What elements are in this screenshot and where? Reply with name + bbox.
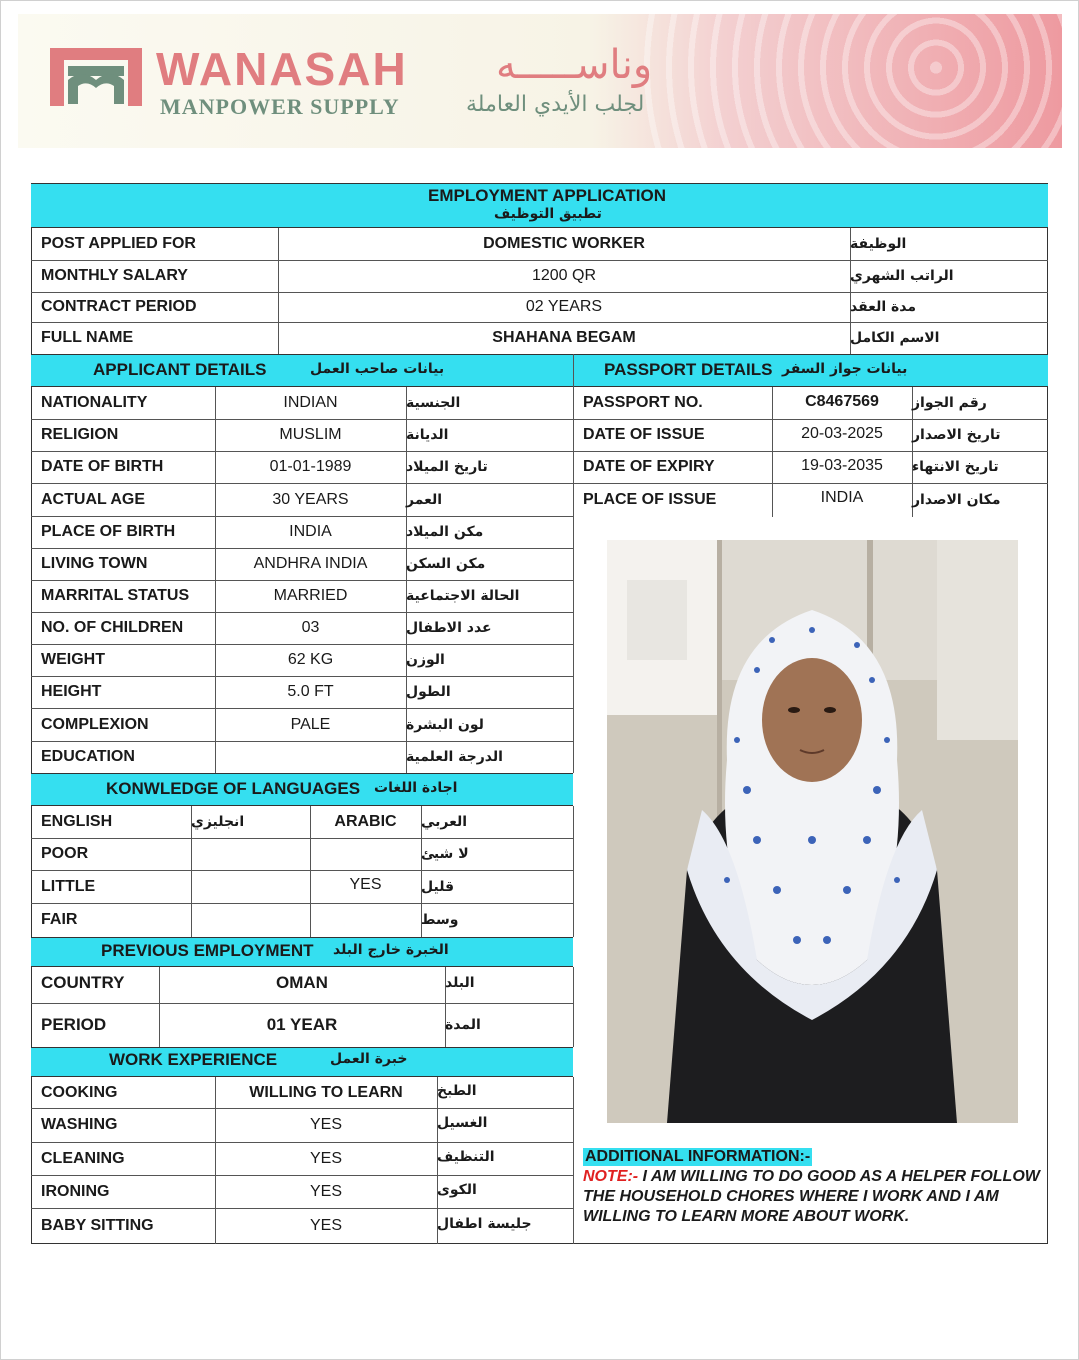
washing-label-ar: الغسيل xyxy=(437,1115,488,1131)
letterhead xyxy=(18,14,1062,148)
header-pattern xyxy=(642,14,1062,148)
birthplace-label: PLACE OF BIRTH xyxy=(41,523,176,540)
children-label: NO. OF CHILDREN xyxy=(41,619,184,636)
contract-label: CONTRACT PERIOD xyxy=(41,298,197,315)
living-town-label: LIVING TOWN xyxy=(41,555,148,572)
little-english-value xyxy=(191,870,310,903)
salary-value: 1200 QR xyxy=(531,267,597,284)
salary-label-ar: الراتب الشهري xyxy=(850,268,954,284)
complexion-label-ar: لون البشرة xyxy=(406,716,484,733)
brand-subtitle-arabic: لجلب الأيدي العاملة xyxy=(466,92,645,117)
full-name-label-ar: الاسم الكامل xyxy=(850,330,940,346)
fair-english-value xyxy=(191,903,310,937)
cleaning-value: YES xyxy=(309,1149,342,1167)
issue-date-label: DATE OF ISSUE xyxy=(583,426,705,443)
english-label: ENGLISH xyxy=(41,813,113,830)
previous-employment-header: PREVIOUS EMPLOYMENT xyxy=(101,941,314,960)
country-value: OMAN xyxy=(276,973,328,992)
living-town-value: ANDHRA INDIA xyxy=(253,555,368,572)
age-label-ar: العمر xyxy=(406,491,443,508)
salary-label: MONTHLY SALARY xyxy=(41,267,188,284)
ironing-label-ar: الكوى xyxy=(437,1182,477,1198)
weight-label: WEIGHT xyxy=(41,651,105,668)
work-experience-header-ar: خبرة العمل xyxy=(330,1051,408,1067)
poor-label-ar: لا شيئ xyxy=(421,846,469,862)
contract-label-ar: مدة العقد xyxy=(850,299,917,315)
nationality-label: NATIONALITY xyxy=(41,394,148,411)
expiry-date-label-ar: تاريخ الانتهاء xyxy=(912,459,999,475)
post-applied-value: DOMESTIC WORKER xyxy=(483,235,645,252)
religion-label-ar: الديانة xyxy=(406,427,449,443)
religion-value: MUSLIM xyxy=(279,426,342,443)
birthplace-label-ar: مكن الميلاد xyxy=(406,524,484,540)
ironing-value: YES xyxy=(309,1182,342,1200)
cooking-value: WILLING TO LEARN xyxy=(249,1083,403,1101)
cooking-label: COOKING xyxy=(41,1083,118,1101)
arabic-label: ARABIC xyxy=(334,813,397,830)
weight-label-ar: الوزن xyxy=(406,652,445,668)
religion-label: RELIGION xyxy=(41,426,119,443)
weight-value: 62 KG xyxy=(287,651,334,668)
nationality-label-ar: الجنسية xyxy=(406,395,461,411)
washing-value: YES xyxy=(309,1116,342,1133)
arabic-label-ar: العربي xyxy=(421,814,468,830)
post-applied-label: POST APPLIED FOR xyxy=(41,235,196,252)
marital-status-label-ar: الحالة الاجتماعية xyxy=(406,588,520,604)
work-experience-header: WORK EXPERIENCE xyxy=(109,1050,278,1069)
brand-name: WANASAH xyxy=(156,43,408,95)
dob-label-ar: تاريخ الميلاد xyxy=(406,459,488,475)
fair-label: FAIR xyxy=(41,911,78,928)
languages-header-ar: اجادة اللغات xyxy=(374,780,458,796)
little-arabic-value: YES xyxy=(349,875,382,893)
cleaning-label: CLEANING xyxy=(41,1149,125,1167)
languages-header: KONWLEDGE OF LANGUAGES xyxy=(106,779,361,798)
little-label-ar: قليل xyxy=(421,878,455,895)
additional-info-note xyxy=(583,1167,1043,1227)
contract-value: 02 YEARS xyxy=(525,298,603,315)
height-value: 5.0 FT xyxy=(287,683,334,700)
brand-name-arabic: وناســـــه xyxy=(496,42,653,88)
place-of-issue-value: INDIA xyxy=(820,489,864,506)
additional-info-title: ADDITIONAL INFORMATION:- xyxy=(585,1148,811,1165)
english-label-ar: انجليزي xyxy=(191,814,245,830)
note-text: I AM WILLING TO DO GOOD AS A HELPER FOLLOW THE HOUSEHOLD CHORES WHERE I WORK AND I AM WILLING TO LEARN MORE ABOUT WORK. xyxy=(583,1168,1040,1225)
education-value xyxy=(215,741,406,773)
height-label: HEIGHT xyxy=(41,683,102,700)
previous-employment-header-ar: الخبرة خارج البلد xyxy=(333,942,449,958)
cooking-label-ar: الطبخ xyxy=(437,1083,477,1099)
post-applied-label-ar: الوظيفة xyxy=(850,236,907,252)
applicant-details-header: APPLICANT DETAILS xyxy=(93,360,267,379)
passport-no-value: C8467569 xyxy=(805,393,879,410)
period-label: PERIOD xyxy=(41,1015,107,1034)
country-label: COUNTRY xyxy=(41,973,125,992)
full-name-value: SHAHANA BEGAM xyxy=(492,329,636,346)
expiry-date-value: 19-03-2035 xyxy=(801,457,883,474)
period-value: 01 YEAR xyxy=(266,1015,338,1034)
height-label-ar: الطول xyxy=(406,684,451,700)
form-title: EMPLOYMENT APPLICATION xyxy=(428,186,666,205)
issue-date-label-ar: تاريخ الاصدار xyxy=(912,427,1001,443)
applicant-details-header-ar: بيانات صاحب العمل xyxy=(310,361,445,377)
age-label: ACTUAL AGE xyxy=(41,490,145,508)
marital-status-value: MARRIED xyxy=(273,587,348,604)
passport-no-label-ar: رقم الجواز xyxy=(912,395,987,411)
passport-no-label: PASSPORT NO. xyxy=(583,394,703,411)
passport-details-header: PASSPORT DETAILS xyxy=(604,360,773,379)
little-label: LITTLE xyxy=(41,877,96,895)
dob-value: 01-01-1989 xyxy=(269,458,352,475)
birthplace-value: INDIA xyxy=(289,523,332,540)
poor-english-value xyxy=(191,838,310,870)
children-value: 03 xyxy=(301,619,320,636)
poor-arabic-value xyxy=(310,838,421,870)
marital-status-label: MARRITAL STATUS xyxy=(41,587,190,604)
expiry-date-label: DATE OF EXPIRY xyxy=(583,458,715,475)
issue-date-value: 20-03-2025 xyxy=(801,425,883,442)
fair-arabic-value xyxy=(310,903,421,937)
fair-label-ar: وسط xyxy=(421,912,459,928)
poor-label: POOR xyxy=(41,845,89,862)
baby-sitting-label-ar: جليسة اطفال xyxy=(437,1216,532,1232)
nationality-value: INDIAN xyxy=(283,394,338,411)
form-title-arabic: تطبيق التوظيف xyxy=(494,206,602,222)
applicant-photo xyxy=(607,540,1018,1123)
period-label-ar: المدة xyxy=(445,1017,481,1033)
complexion-value: PALE xyxy=(290,715,331,733)
dob-label: DATE OF BIRTH xyxy=(41,458,164,475)
full-name-label: FULL NAME xyxy=(41,329,134,346)
complexion-label: COMPLEXION xyxy=(41,715,149,733)
cleaning-label-ar: التنظيف xyxy=(437,1148,495,1165)
passport-details-header-ar: بيانات جواز السفر xyxy=(782,361,908,377)
baby-sitting-value: YES xyxy=(309,1216,342,1234)
applicant-photo-illustration xyxy=(607,540,1018,1123)
note-label: NOTE:- xyxy=(583,1168,639,1185)
age-value: 30 YEARS xyxy=(272,490,349,508)
washing-label: WASHING xyxy=(41,1116,118,1133)
living-town-label-ar: مكن السكن xyxy=(406,556,486,572)
children-label-ar: عدد الاطفال xyxy=(406,620,492,636)
place-of-issue-label: PLACE OF ISSUE xyxy=(583,491,717,508)
country-label-ar: البلد xyxy=(445,975,475,991)
ironing-label: IRONING xyxy=(41,1182,110,1200)
education-label: EDUCATION xyxy=(41,748,135,765)
brand-subtitle: MANPOWER SUPPLY xyxy=(160,94,400,119)
place-of-issue-label-ar: مكان الاصدار xyxy=(912,492,1001,508)
baby-sitting-label: BABY SITTING xyxy=(41,1216,154,1234)
wanasah-logo-icon xyxy=(48,46,144,108)
education-label-ar: الدرجة العلمية xyxy=(406,749,503,765)
